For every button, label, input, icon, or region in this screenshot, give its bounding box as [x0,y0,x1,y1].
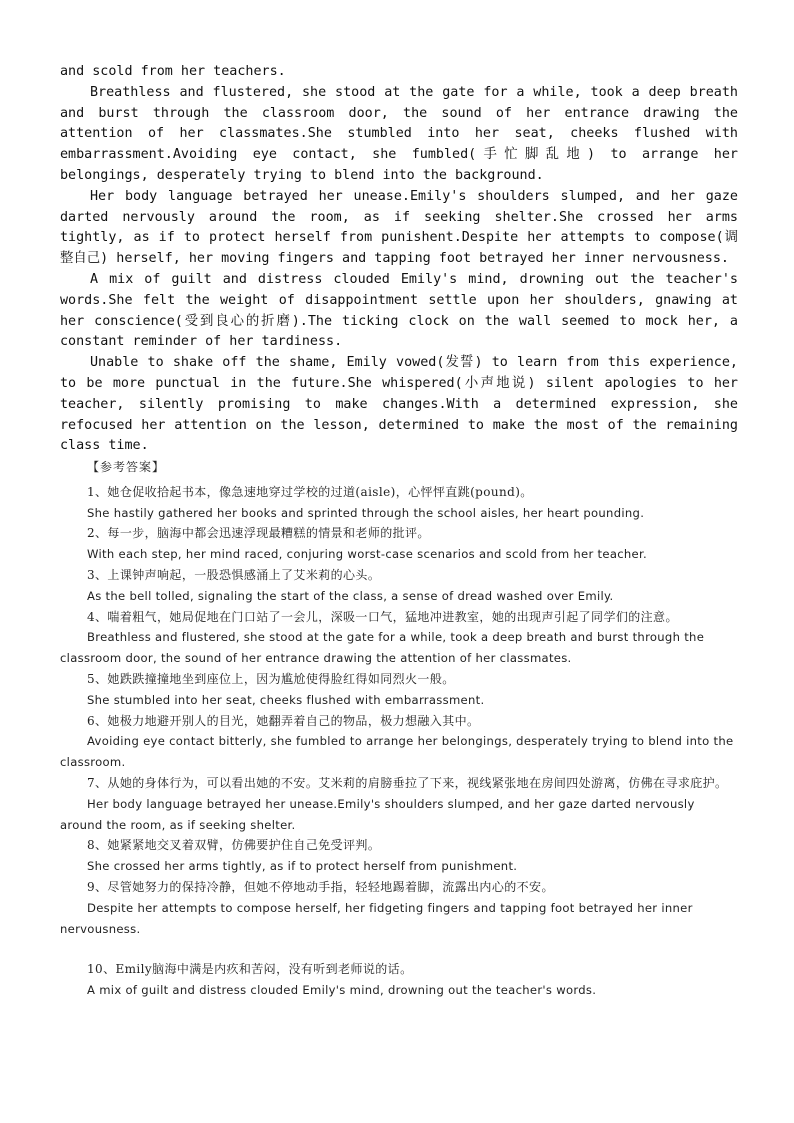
answer-english: As the bell tolled, signaling the start of the class, a sense of dread washed over Emily. [87,588,614,603]
answer-english: She stumbled into her seat, cheeks flushed with embarrassment. [87,692,485,707]
answer-chinese: 1、她仓促收拾起书本，像急速地穿过学校的过道(aisle)，心怦怦直跳(pound)。 [87,484,533,499]
answer-chinese: 6、她极力地避开别人的目光，她翻弄着自己的物品，极力想融入其中。 [87,713,480,728]
answer-english: She hastily gathered her books and sprinted through the school aisles, her heart pounding. [87,505,645,520]
essay-paragraph: Unable to shake off the shame, Emily vowed(发誓) to learn from this experience, to be more punctual in the future.She whispered(小声地说) silent apologies to her teacher, silently promising to make changes.With a determined expression, she refocused her attention on the lesson, determined to make the most of the remaining class time. [60,355,738,454]
answer-english: She crossed her arms tightly, as if to protect herself from punishment. [87,859,518,874]
answer-chinese: 7、从她的身体行为，可以看出她的不安。艾米莉的肩膀垂拉了下来，视线紧张地在房间四处游离，仿佛在寻求庇护。 [87,775,728,790]
answers-title: 【参考答案】 [87,460,166,474]
answer-english: A mix of guilt and distress clouded Emily's mind, drowning out the teacher's words. [87,983,597,998]
answer-chinese: 8、她紧紧地交叉着双臂，仿佛要护住自己免受评判。 [87,838,381,853]
answer-english: Avoiding eye contact bitterly, she fumbled to arrange her belongings, desperately trying to blend into the classroom. [60,734,734,770]
essay-paragraph: Her body language betrayed her unease.Emily's shoulders slumped, and her gaze darted nervously around the room, as if seeking shelter.She crossed her arms tightly, as if to protect herself from punishent.Despite her attempts to compose(调整自己) herself, her moving fingers and tapping foot betrayed her inner nervousness. [60,188,738,267]
answer-chinese: 4、喘着粗气，她局促地在门口站了一会儿，深吸一口气，猛地冲进教室，她的出现声引起了同学们的注意。 [87,609,678,624]
reference-answers [60,457,740,1001]
answer-chinese: 2、每一步，脑海中都会迅速浮现最糟糕的情景和老师的批评。 [87,526,430,541]
answer-chinese: 5、她跌跌撞撞地坐到座位上，因为尴尬使得脸红得如同烈火一般。 [87,671,455,686]
answer-chinese: 9、尽管她努力的保持冷静，但她不停地动手指，轻轻地踢着脚，流露出内心的不安。 [87,879,554,894]
answer-english: Her body language betrayed her unease.Emily's shoulders slumped, and her gaze darted nervously around the room, as if seeking shelter. [60,796,695,832]
answer-english: With each step, her mind raced, conjuring worst-case scenarios and scold from her teacher. [87,547,647,562]
answer-chinese: 10、Emily脑海中满是内疚和苦闷，没有听到老师说的话。 [87,962,413,977]
spacer [60,939,740,959]
essay-paragraph: Breathless and flustered, she stood at the gate for a while, took a deep breath and burst through the classroom door, the sound of her entrance drawing the attention of her classmates.She stumbled into her seat, cheeks flushed with embarrassment.Avoiding eye contact, she fumbled(手忙脚乱地) to arrange her belongings, desperately trying to blend into the background. [60,84,738,183]
answer-english: Breathless and flustered, she stood at the gate for a while, took a deep breath and burst through the classroom door, the sound of her entrance drawing the attention of her classmates. [60,630,705,666]
essay-text [60,62,738,457]
answer-english: Despite her attempts to compose herself, her fidgeting fingers and tapping foot betrayed her inner nervousness. [60,900,693,936]
essay-paragraph: and scold from her teachers. [60,64,286,79]
essay-paragraph: A mix of guilt and distress clouded Emily's mind, drowning out the teacher's words.She felt the weight of disappointment settle upon her shoulders, gnawing at her conscience(受到良心的折磨).The ticking clock on the wall seemed to mock her, a constant reminder of her tardiness. [60,271,738,350]
answer-chinese: 3、上课钟声响起，一股恐惧感涌上了艾米莉的心头。 [87,567,381,582]
